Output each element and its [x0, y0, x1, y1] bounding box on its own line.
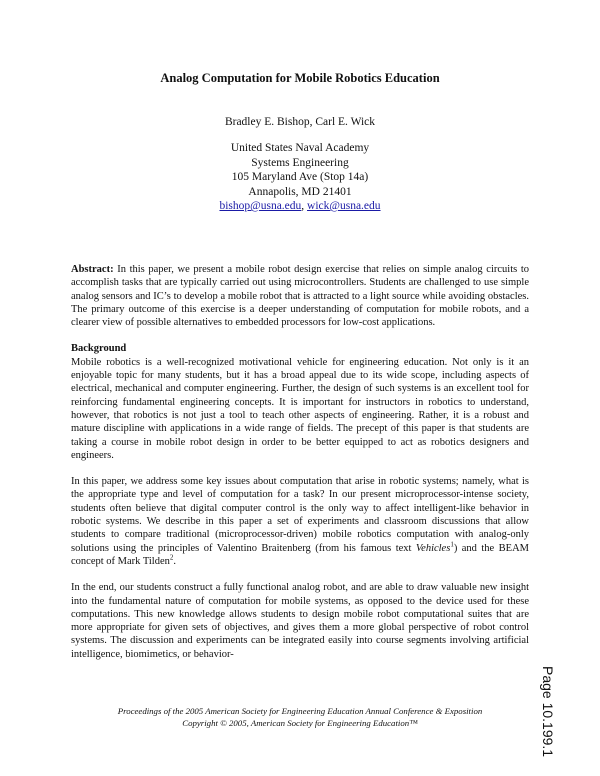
- background-paragraph-3: In the end, our students construct a fully functional analog robot, and are able to draw valuable new insight into the fundamental nature of computation for mobile systems, as opposed to the device used for these computations. This new knowledge allows students to design mobile robot computational suites that are more appropriate for given sets of objectives, and gives them a more global perspective of robot control systems. The discussion and experiments can be integrated easily into course segments involving artificial intelligence, biomimetics, or behavior-: [71, 582, 529, 660]
- email-line: [0, 199, 600, 214]
- footer-copyright-line: Copyright © 2005, American Society for Engineering Education™: [182, 717, 418, 728]
- paragraph-2-text-c: .: [173, 555, 176, 567]
- email-link-wick[interactable]: wick@usna.edu: [307, 200, 381, 212]
- affiliation-institution: United States Naval Academy: [230, 142, 370, 154]
- affiliation-city: Annapolis, MD 21401: [248, 185, 352, 198]
- paragraph-2-text-a: In this paper, we address some key issues about computation that arise in robotic systems; namely, what is the appropriate type and level of computation for a task? In our present microprocessor-intense society, students often believe that digital computer control is the only way to affect intelligent-like behavior in robotic systems. We describe in this paper a set of experiments and classroom discussions that allow students to compare traditional (microprocessor-driven) mobile robotics computation with analog-only solutions using the principles of Valentino Braitenberg (from his famous text: [71, 476, 529, 554]
- affiliation-street: 105 Maryland Ave (Stop 14a): [231, 171, 369, 183]
- background-paragraph-2: [71, 475, 529, 568]
- reference-marker-2: 2: [169, 553, 174, 562]
- proceedings-footer: [0, 706, 600, 729]
- paper-title: Analog Computation for Mobile Robotics Education: [160, 71, 440, 85]
- email-separator: ,: [301, 200, 308, 212]
- abstract-label: Abstract:: [71, 264, 114, 275]
- book-title-vehicles: Vehicles: [415, 542, 451, 554]
- author-line: Bradley E. Bishop, Carl E. Wick: [224, 116, 376, 128]
- affiliation-department: Systems Engineering: [251, 156, 349, 169]
- background-paragraph-1: Mobile robotics is a well-recognized motivational vehicle for engineering education. Not only is it an enjoyable topic for many students, but it has a broad appeal due to its wide scope, including aspects of electrical, mechanical and computer engineering. Further, the design of such systems is an excellent tool for reinforcing fundamental engineering concepts. It is important for instructors in robotics to understand, however, that robotics is not just a tool to teach other aspects of engineering. Rather, it is a robust and mature discipline with applications in a wide range of fields. The precept of this paper is that students are taking a course in mobile robot design in order to be better equipped to act as robotics designers and engineers.: [71, 356, 529, 461]
- paragraph-2-text-b: ) and the BEAM concept of Mark Tilden: [71, 542, 529, 567]
- abstract-paragraph: [71, 263, 529, 329]
- abstract-text: In this paper, we present a mobile robot design exercise that relies on simple analog circuits to accomplish tasks that are typically carried out using microcontrollers. Students are challenged to use simple analog sensors and IC’s to develop a mobile robot that is attracted to a light source while avoiding obstacles. The primary outcome of this exercise is a deeper understanding of computation for mobile robots, and a clearer view of possible alternatives to embedded processors for low-cost applications.: [71, 264, 529, 329]
- paper-body: [71, 263, 529, 674]
- reference-marker-1: 1: [450, 540, 454, 549]
- email-link-bishop[interactable]: bishop@usna.edu: [219, 200, 302, 212]
- affiliation-block: [0, 141, 600, 214]
- footer-proceedings-line: Proceedings of the 2005 American Society for Engineering Education Annual Conference & Exposition: [117, 706, 483, 716]
- section-heading-background: Background: [71, 343, 127, 355]
- page-number-vertical: Page 10.199.1: [540, 666, 556, 758]
